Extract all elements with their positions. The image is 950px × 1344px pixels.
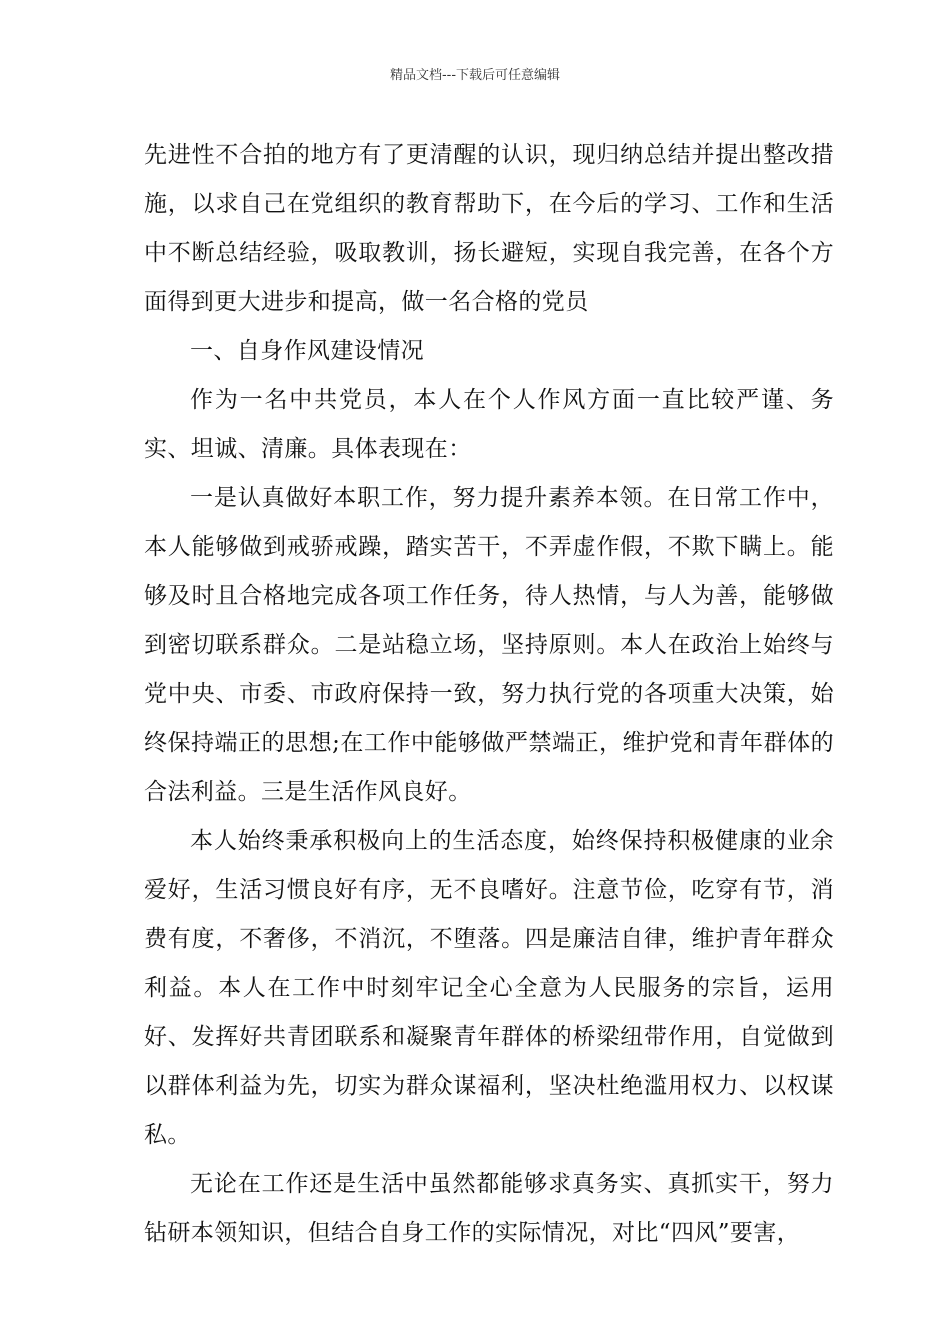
page-header: 精品文档---下载后可任意编辑 [389,68,561,83]
document-body [144,131,834,1258]
paragraph-lifestyle: 本人始终秉承积极向上的生活态度，始终保持积极健康的业余爱好，生活习惯良好有序，无不良嗜好。注意节俭，吃穿有节，消费有度，不奢侈，不消沉，不堕落。四是廉洁自律，维护青年群众利益。本人在工作中时刻牢记全心全意为人民服务的宗旨，运用好、发挥好共青团联系和凝聚青年群体的桥梁纽带作用，自觉做到以群体利益为先，切实为群众谋福利，坚决杜绝滥用权力、以权谋私。 [144,828,834,1148]
section-heading: 一、自身作风建设情况 [190,338,424,364]
paragraph-continuation: 先进性不合拍的地方有了更清醒的认识，现归纳总结并提出整改措施，以求自己在党组织的教育帮助下，在今后的学习、工作和生活中不断总结经验，吸取教训，扬长避短，实现自我完善，在各个方面得到更大进步和提高，做一名合格的党员 [144,142,834,315]
paragraph-points: 一是认真做好本职工作，努力提升素养本领。在日常工作中，本人能够做到戒骄戒躁，踏实苦干，不弄虚作假，不欺下瞒上。能够及时且合格地完成各项工作任务，待人热情，与人为善，能够做到密切联系群众。二是站稳立场，坚持原则。本人在政治上始终与党中央、市委、市政府保持一致，努力执行党的各项重大决策，始终保持端正的思想;在工作中能够做严禁端正，维护党和青年群体的合法利益。三是生活作风良好。 [144,485,834,805]
paragraph-conclusion: 无论在工作还是生活中虽然都能够求真务实、真抓实干，努力钻研本领知识，但结合自身工作的实际情况，对比“四风”要害， [144,1171,834,1246]
paragraph-intro: 作为一名中共党员，本人在个人作风方面一直比较严谨、务实、坦诚、清廉。具体表现在： [144,387,834,462]
